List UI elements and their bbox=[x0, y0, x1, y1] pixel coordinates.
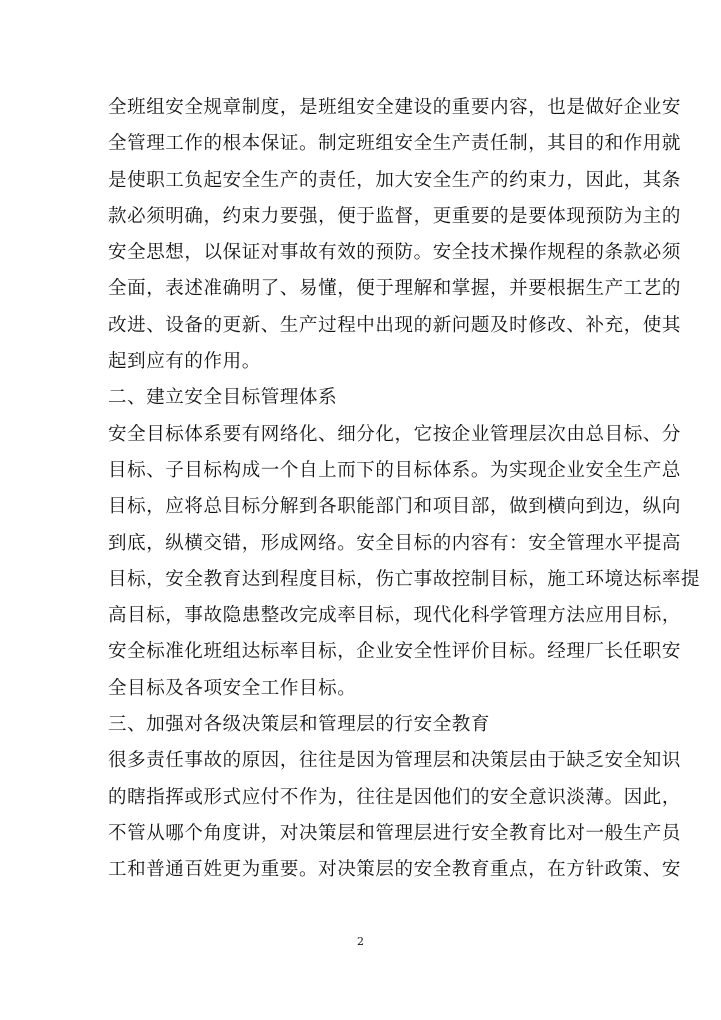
section-heading: 二、建立安全目标管理体系 bbox=[108, 387, 338, 409]
paragraph-line: 全面，表述准确明了、易懂，便于理解和掌握，并要根据生产工艺的 bbox=[108, 278, 682, 300]
paragraph-line: 不管从哪个角度讲，对决策层和管理层进行安全教育比对一般生产员 bbox=[108, 822, 682, 844]
paragraph-line: 到底，纵横交错，形成网络。安全目标的内容有：安全管理水平提高 bbox=[108, 532, 682, 554]
paragraph-line: 很多责任事故的原因，往往是因为管理层和决策层由于缺乏安全知识 bbox=[108, 750, 682, 772]
section-heading: 三、加强对各级决策层和管理层的行安全教育 bbox=[108, 714, 491, 736]
paragraph-line: 安全标准化班组达标率目标，企业安全性评价目标。经理厂长任职安 bbox=[108, 641, 682, 663]
paragraph-line: 全班组安全规章制度，是班组安全建设的重要内容，也是做好企业安 bbox=[108, 97, 682, 118]
paragraph-line: 起到应有的作用。 bbox=[108, 351, 261, 373]
page-number: 2 bbox=[357, 935, 364, 948]
paragraph-line: 的瞎指挥或形式应付不作为，往往是因他们的安全意识淡薄。因此， bbox=[108, 786, 682, 808]
paragraph-line: 高目标，事故隐患整改完成率目标，现代化科学管理方法应用目标， bbox=[108, 605, 682, 627]
paragraph-line: 全目标及各项安全工作目标。 bbox=[108, 677, 357, 699]
paragraph-line: 目标，应将总目标分解到各职能部门和项目部，做到横向到边，纵向 bbox=[108, 496, 682, 518]
paragraph-line: 目标、子目标构成一个自上而下的目标体系。为实现企业安全生产总 bbox=[108, 459, 682, 481]
paragraph-line: 改进、设备的更新、生产过程中出现的新问题及时修改、补充，使其 bbox=[108, 314, 682, 336]
paragraph-line: 款必须明确，约束力要强，便于监督，更重要的是要体现预防为主的 bbox=[108, 205, 682, 227]
document-body bbox=[108, 90, 701, 889]
paragraph-line: 全管理工作的根本保证。制定班组安全生产责任制，其目的和作用就 bbox=[108, 133, 682, 155]
paragraph-line: 目标，安全教育达到程度目标，伤亡事故控制目标，施工环境达标率提 bbox=[108, 568, 701, 590]
paragraph-line: 是使职工负起安全生产的责任，加大安全生产的约束力，因此，其条 bbox=[108, 169, 682, 191]
paragraph-line: 安全思想，以保证对事故有效的预防。安全技术操作规程的条款必须 bbox=[108, 242, 682, 264]
paragraph-line: 安全目标体系要有网络化、细分化，它按企业管理层次由总目标、分 bbox=[108, 423, 682, 445]
paragraph-line: 工和普通百姓更为重要。对决策层的安全教育重点，在方针政策、安 bbox=[108, 859, 682, 881]
